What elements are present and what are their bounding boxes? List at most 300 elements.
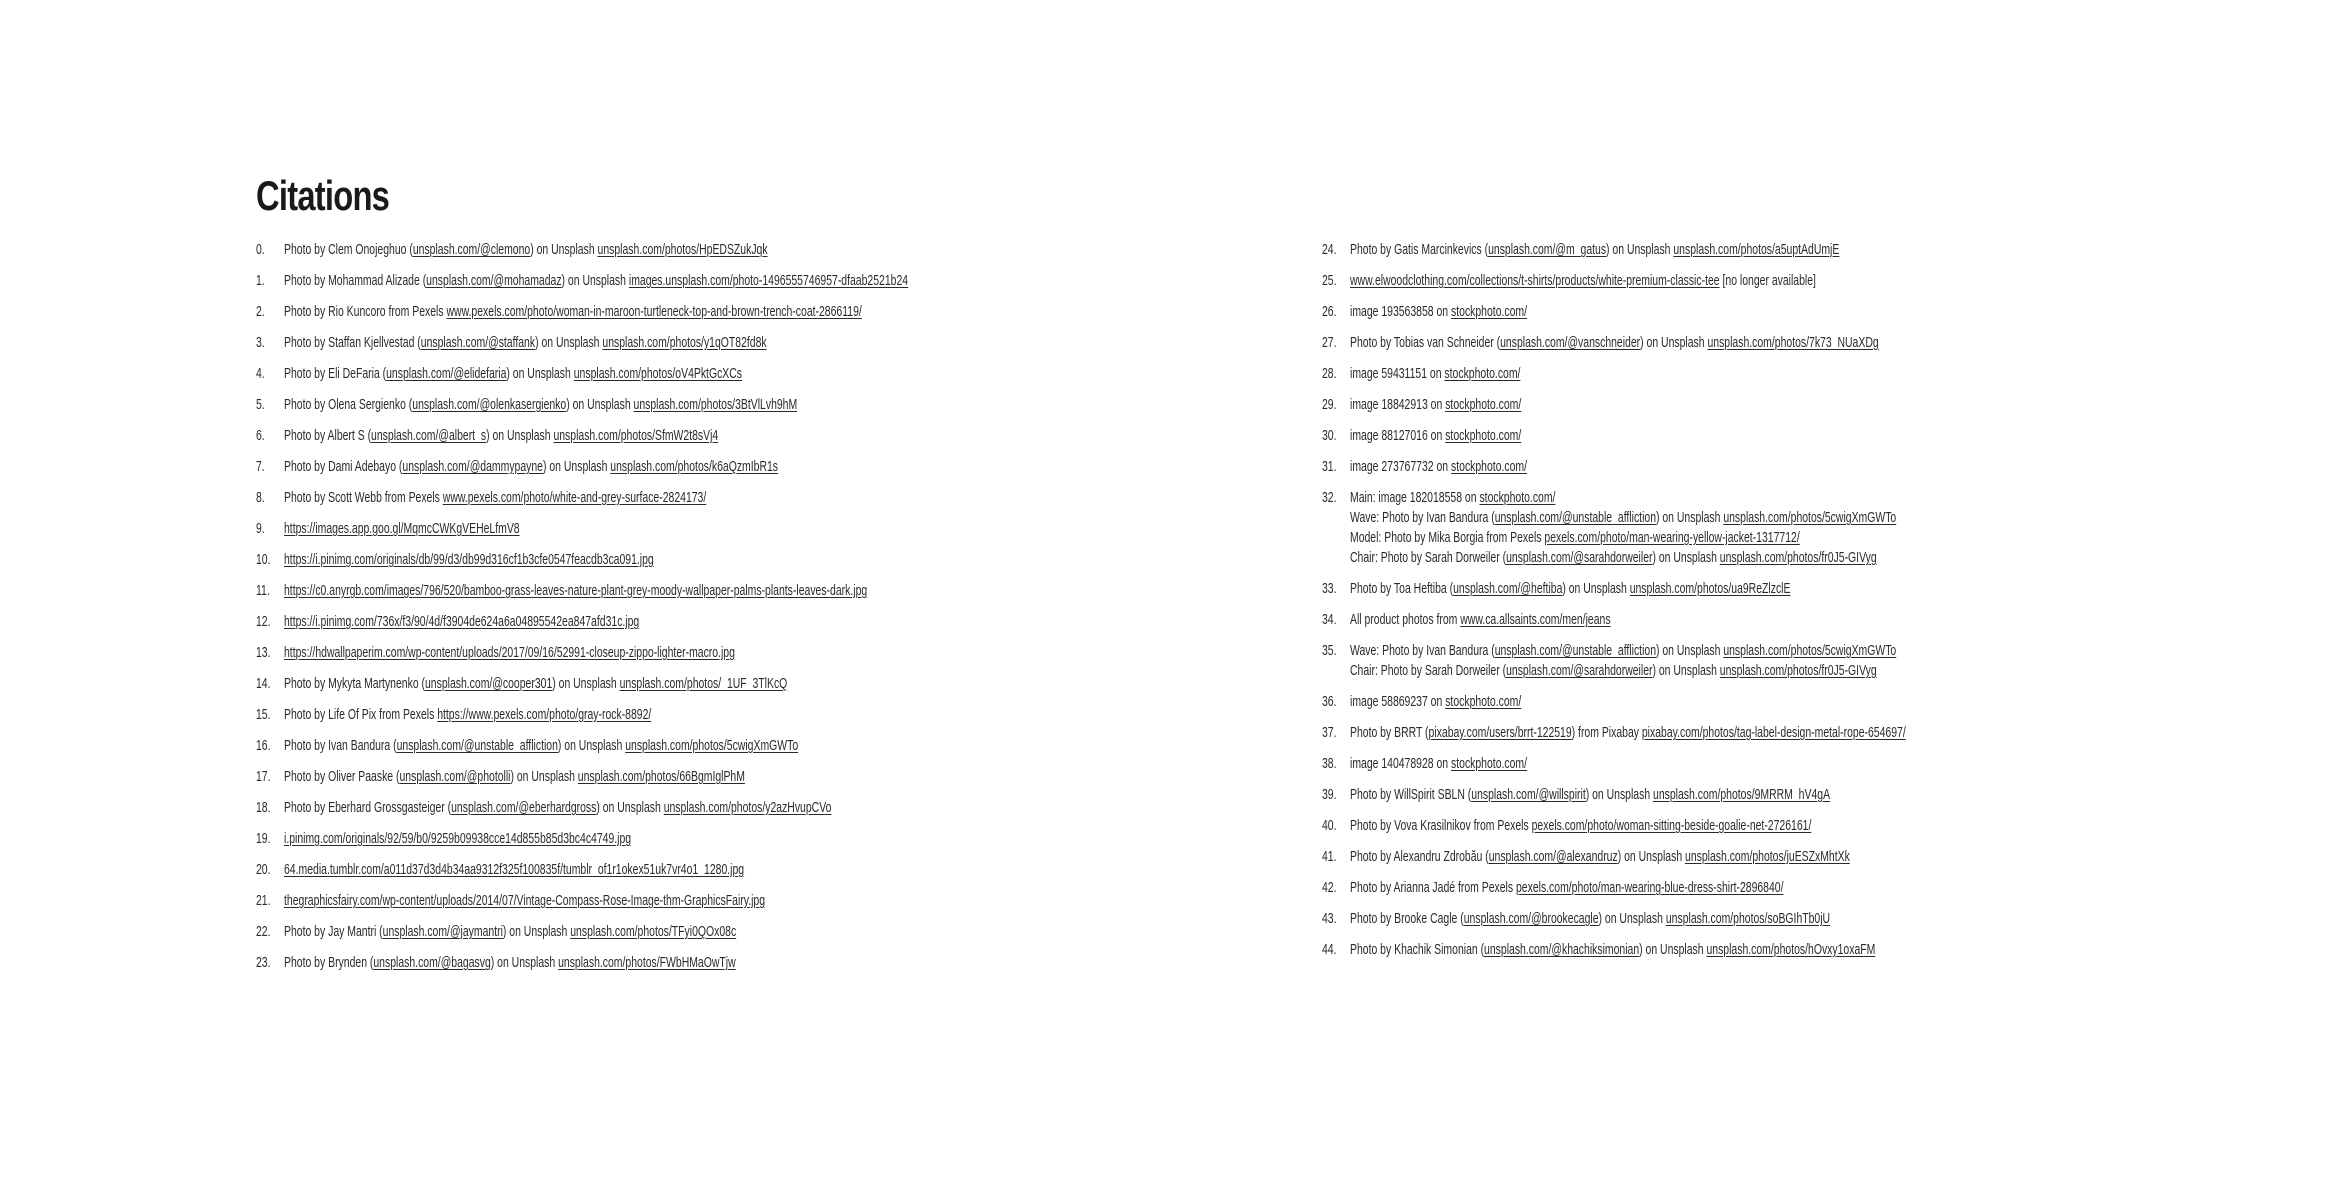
citation-text: Model: Photo by Mika Borgia from Pexels: [1350, 530, 1545, 546]
citation-text: ) on Unsplash: [552, 676, 620, 692]
citation-number: [256, 736, 276, 756]
citation-text: Photo by Gatis Marcinkevics (: [1350, 242, 1489, 258]
citation-text: ) on Unsplash: [542, 459, 611, 475]
source-link[interactable]: unsplash.com/@unstable_affliction: [1494, 643, 1656, 659]
citation-line: [1350, 395, 2050, 415]
citation-line: [1350, 909, 2050, 929]
citation-text: Photo by Jay Mantri (: [284, 924, 383, 940]
source-link[interactable]: stockphoto.com/: [1451, 459, 1528, 475]
source-link[interactable]: unsplash.com/photos/fr0J5-GIVyg: [1719, 663, 1877, 679]
citation-text: image 88127016 on: [1350, 428, 1446, 444]
citation-item: [256, 519, 1256, 539]
citation-item: [256, 674, 1256, 694]
citation-number: [256, 860, 276, 880]
source-link[interactable]: unsplash.com/@cooper301: [424, 676, 553, 692]
citation-number-text: 38.: [1322, 756, 1337, 772]
source-link[interactable]: pexels.com/photo/man-wearing-blue-dress-shirt-2896840/: [1515, 880, 1784, 896]
source-link[interactable]: https://images.app.goo.gl/MqmcCWKgVEHeLfmV8: [284, 521, 520, 537]
citation-number-text: 22.: [256, 924, 271, 940]
citation-line: [1350, 940, 2050, 960]
citation-text: Photo by Olena Sergienko (: [284, 397, 413, 413]
citation-line: [1350, 878, 2050, 898]
source-link[interactable]: unsplash.com/photos/SfmW2t8sVj4: [553, 428, 719, 444]
citation-item: [256, 426, 1256, 446]
source-link[interactable]: 64.media.tumblr.com/a011d37d3d4b34aa9312f325f100835f/tumblr_of1r1okex51uk7vr4o1_1280.jpg: [284, 862, 745, 878]
citation-line: [284, 519, 984, 539]
citation-item: [1322, 240, 2322, 260]
citation-text: ) on Unsplash: [535, 335, 603, 351]
source-link[interactable]: unsplash.com/@dammypayne: [402, 459, 543, 475]
source-link[interactable]: unsplash.com/@photolli: [399, 769, 511, 785]
citation-text: Photo by Rio Kuncoro from Pexels: [284, 304, 447, 320]
source-link[interactable]: unsplash.com/photos/5cwigXmGWTo: [1723, 510, 1897, 526]
citation-item: [256, 736, 1256, 756]
source-link[interactable]: pixabay.com/photos/tag-label-design-metal-rope-654697/: [1641, 725, 1906, 741]
citation-number-text: 36.: [1322, 694, 1337, 710]
citation-number: [256, 302, 268, 322]
citation-text: ) on Unsplash: [1639, 942, 1707, 958]
citation-body: [284, 426, 1256, 446]
source-link[interactable]: unsplash.com/@albert_s: [371, 428, 487, 444]
citation-item: [256, 767, 1256, 787]
citation-number: [256, 395, 268, 415]
citation-number-text: 31.: [1322, 459, 1337, 475]
citation-text: Chair: Photo by Sarah Dorweiler (: [1350, 550, 1507, 566]
citation-text: Photo by Alexandru Zdrobău (: [1350, 849, 1489, 865]
citation-item: [256, 953, 1256, 973]
citation-text: Chair: Photo by Sarah Dorweiler (: [1350, 663, 1507, 679]
citation-line: [1350, 754, 2050, 774]
citation-number-text: 44.: [1322, 942, 1337, 958]
citation-text: Photo by Eli DeFaria (: [284, 366, 387, 382]
citation-number-text: 6.: [256, 428, 265, 444]
citation-number-text: 43.: [1322, 911, 1337, 927]
citation-line: [284, 953, 984, 973]
citation-text: ) on Unsplash: [557, 738, 626, 754]
citation-number: [256, 612, 276, 632]
citation-body: [284, 674, 1256, 694]
source-link[interactable]: https://c0.anyrgb.com/images/796/520/bamboo-grass-leaves-nature-plant-grey-moody-wallpaper-palms-plants-leaves-dark.jpg: [284, 583, 868, 599]
citation-number-text: 0.: [256, 242, 265, 258]
citation-line: [284, 302, 984, 322]
citation-line: [1350, 785, 2050, 805]
citation-item: [1322, 754, 2322, 774]
citation-body: [284, 953, 1256, 973]
citation-body: [284, 767, 1256, 787]
citation-item: [1322, 940, 2322, 960]
citation-body: [1350, 579, 2322, 599]
citation-number: [256, 891, 276, 911]
citation-body: [284, 364, 1256, 384]
citation-body: [284, 643, 1256, 663]
citation-number-text: 41.: [1322, 849, 1337, 865]
citation-number-text: 20.: [256, 862, 271, 878]
citation-body: [284, 333, 1256, 353]
source-link[interactable]: unsplash.com/photos/7k73_NUaXDg: [1707, 335, 1879, 351]
citation-line: [1350, 610, 2050, 630]
source-link[interactable]: pixabay.com/users/brrt-122519: [1428, 725, 1572, 741]
source-link[interactable]: unsplash.com/@willspirit: [1471, 787, 1586, 803]
citation-line: [1350, 661, 2050, 681]
citation-text: Photo by Dami Adebayo (: [284, 459, 403, 475]
citation-number: [1322, 333, 1342, 353]
source-link[interactable]: i.pinimg.com/originals/92/59/b0/9259b09938cce14d855b85d3bc4c4749.jpg: [284, 831, 632, 847]
citation-number: [256, 922, 276, 942]
citation-body: [1350, 754, 2322, 774]
citation-text: Photo by Eberhard Grossgasteiger (: [284, 800, 452, 816]
citation-body: [1350, 610, 2322, 630]
citation-text: Photo by Arianna Jadé from Pexels: [1350, 880, 1516, 896]
citation-text: ) on Unsplash: [1640, 335, 1708, 351]
source-link[interactable]: unsplash.com/@staffank: [420, 335, 536, 351]
citation-item: [1322, 847, 2322, 867]
citation-item: [256, 922, 1256, 942]
citation-number: [1322, 909, 1342, 929]
citation-item: [256, 705, 1256, 725]
citation-item: [1322, 641, 2322, 681]
citation-text: image 59431151 on: [1350, 366, 1445, 382]
citation-text: Photo by Albert S (: [284, 428, 372, 444]
citation-line: [1350, 508, 2050, 528]
source-link[interactable]: unsplash.com/photos/juESZxMhtXk: [1685, 849, 1850, 865]
citation-number-text: 11.: [256, 583, 270, 599]
source-link[interactable]: www.pexels.com/photo/woman-in-maroon-turtleneck-top-and-brown-trench-coat-2866119/: [446, 304, 862, 320]
citation-line: [1350, 723, 2050, 743]
citation-text: ) on Unsplash: [1656, 510, 1724, 526]
citation-number-text: 10.: [256, 552, 271, 568]
citation-number-text: 28.: [1322, 366, 1337, 382]
source-link[interactable]: unsplash.com/photos/5cwigXmGWTo: [1723, 643, 1897, 659]
citation-item: [1322, 579, 2322, 599]
citation-number: [256, 271, 268, 291]
source-link[interactable]: stockphoto.com/: [1445, 397, 1522, 413]
citation-text: ) on Unsplash: [1585, 787, 1654, 803]
citation-number: [256, 829, 276, 849]
citation-body: [284, 736, 1256, 756]
source-link[interactable]: https://i.pinimg.com/originals/db/99/d3/db99d316cf1b3cfe0547feacdb3ca091.jpg: [284, 552, 654, 568]
citation-text: ) on Unsplash: [506, 366, 574, 382]
citation-body: [1350, 271, 2322, 291]
citation-number-text: 27.: [1322, 335, 1337, 351]
citation-text: Photo by Mykyta Martynenko (: [284, 676, 425, 692]
source-link[interactable]: unsplash.com/photos/k6aQzmIbR1s: [610, 459, 779, 475]
citation-text: ) on Unsplash: [1652, 663, 1720, 679]
citation-text: ) on Unsplash: [486, 428, 554, 444]
citation-number-text: 37.: [1322, 725, 1337, 741]
citation-number: [256, 953, 276, 973]
citation-number-text: 4.: [256, 366, 265, 382]
citation-item: [1322, 723, 2322, 743]
source-link[interactable]: unsplash.com/photos/fr0J5-GIVyg: [1719, 550, 1877, 566]
source-link[interactable]: unsplash.com/photos/oV4PktGcXCs: [573, 366, 743, 382]
citation-line: [1350, 847, 2050, 867]
citation-body: [284, 519, 1256, 539]
citation-item: [1322, 909, 2322, 929]
citation-body: [1350, 847, 2322, 867]
citation-text: image 140478928 on: [1350, 756, 1452, 772]
citation-number-text: 33.: [1322, 581, 1337, 597]
source-link[interactable]: unsplash.com/photos/5cwigXmGWTo: [625, 738, 799, 754]
citation-number-text: 39.: [1322, 787, 1337, 803]
citation-item: [256, 550, 1256, 570]
source-link[interactable]: unsplash.com/@eberhardgross: [451, 800, 597, 816]
citation-text: ) on Unsplash: [510, 769, 578, 785]
source-link[interactable]: unsplash.com/@khachiksimonian: [1484, 942, 1640, 958]
source-link[interactable]: unsplash.com/@unstable_affliction: [396, 738, 558, 754]
source-link[interactable]: unsplash.com/@sarahdorweiler: [1506, 550, 1653, 566]
source-link[interactable]: unsplash.com/@unstable_affliction: [1494, 510, 1656, 526]
citation-line: [1350, 457, 2050, 477]
citation-number-text: 3.: [256, 335, 265, 351]
citation-body: [284, 395, 1256, 415]
citation-number: [1322, 240, 1342, 260]
citation-body: [1350, 333, 2322, 353]
source-link[interactable]: https://www.pexels.com/photo/gray-rock-8892/: [437, 707, 652, 723]
citation-text: ) on Unsplash: [1606, 242, 1674, 258]
citation-item: [1322, 816, 2322, 836]
citation-number: [1322, 641, 1342, 661]
citation-text: ) on Unsplash: [530, 242, 598, 258]
citation-text: Photo by Khachik Simonian (: [1350, 942, 1485, 958]
citation-item: [256, 798, 1256, 818]
citation-body: [284, 302, 1256, 322]
citation-number-text: 25.: [1322, 273, 1337, 289]
citation-body: [284, 550, 1256, 570]
citation-text: ) on Unsplash: [1562, 581, 1630, 597]
source-link[interactable]: unsplash.com/@elidefaria: [386, 366, 507, 382]
source-link[interactable]: unsplash.com/@heftiba: [1453, 581, 1563, 597]
citation-number: [1322, 847, 1342, 867]
citation-item: [256, 860, 1256, 880]
citation-line: [1350, 333, 2050, 353]
citation-text: image 273767732 on: [1350, 459, 1452, 475]
citation-text: ) on Unsplash: [490, 955, 559, 971]
citation-number: [256, 519, 268, 539]
citation-line: [1350, 816, 2050, 836]
citation-text: Photo by Brynden (: [284, 955, 374, 971]
citation-line: [284, 891, 984, 911]
source-link[interactable]: pexels.com/photo/man-wearing-yellow-jacket-1317712/: [1544, 530, 1800, 546]
citation-number-text: 35.: [1322, 643, 1337, 659]
citation-body: [1350, 723, 2322, 743]
source-link[interactable]: unsplash.com/photos/66BgmIglPhM: [577, 769, 745, 785]
citation-text: Photo by WillSpirit SBLN (: [1350, 787, 1472, 803]
source-link[interactable]: unsplash.com/@vanschneider: [1500, 335, 1641, 351]
citation-number: [256, 674, 276, 694]
citation-body: [284, 891, 1256, 911]
citation-line: [1350, 692, 2050, 712]
citation-text: Photo by Tobias van Schneider (: [1350, 335, 1501, 351]
citation-body: [1350, 240, 2322, 260]
citation-body: [1350, 395, 2322, 415]
citation-number: [1322, 785, 1342, 805]
citation-line: [1350, 548, 2050, 568]
source-link[interactable]: unsplash.com/@mohamadaz: [426, 273, 562, 289]
citation-number-text: 32.: [1322, 490, 1337, 506]
citation-number-text: 15.: [256, 707, 271, 723]
citation-item: [1322, 878, 2322, 898]
citation-number: [1322, 878, 1342, 898]
source-link[interactable]: unsplash.com/@sarahdorweiler: [1506, 663, 1653, 679]
citation-number-text: 29.: [1322, 397, 1337, 413]
citation-body: [1350, 426, 2322, 446]
source-link[interactable]: stockphoto.com/: [1445, 428, 1522, 444]
citation-number-text: 9.: [256, 521, 265, 537]
citation-number: [256, 364, 268, 384]
citation-body: [1350, 641, 2322, 681]
source-link[interactable]: unsplash.com/photos/y2azHvupCVo: [663, 800, 832, 816]
citation-number-text: 30.: [1322, 428, 1337, 444]
citation-line: [1350, 528, 2050, 548]
citation-item: [256, 488, 1256, 508]
citation-number: [1322, 610, 1342, 630]
source-link[interactable]: unsplash.com/@m_gatus: [1488, 242, 1607, 258]
citation-line: [1350, 488, 2050, 508]
source-link[interactable]: unsplash.com/@alexandruz: [1488, 849, 1618, 865]
citation-number: [1322, 579, 1342, 599]
citation-number-text: 16.: [256, 738, 271, 754]
citation-item: [1322, 395, 2322, 415]
citation-item: [1322, 271, 2322, 291]
citation-body: [284, 488, 1256, 508]
citation-number-text: 24.: [1322, 242, 1337, 258]
source-link[interactable]: unsplash.com/photos/TFyi0QOx08c: [570, 924, 737, 940]
source-link[interactable]: unsplash.com/@jaymantri: [382, 924, 503, 940]
source-link[interactable]: unsplash.com/photos/_1UF_3TlKcQ: [619, 676, 788, 692]
source-link[interactable]: unsplash.com/photos/hOvxy1oxaFM: [1706, 942, 1876, 958]
source-link[interactable]: unsplash.com/@clemono: [412, 242, 531, 258]
citation-text: Photo by Oliver Paaske (: [284, 769, 400, 785]
source-link[interactable]: thegraphicsfairy.com/wp-content/uploads/2014/07/Vintage-Compass-Rose-Image-thm-GraphicsFairy.jpg: [284, 893, 766, 909]
citation-item: [256, 891, 1256, 911]
source-link[interactable]: stockphoto.com/: [1451, 756, 1528, 772]
citation-number: [1322, 723, 1342, 743]
citation-number-text: 14.: [256, 676, 271, 692]
citation-item: [1322, 785, 2322, 805]
citation-text: Photo by Mohammad Alizade (: [284, 273, 427, 289]
citation-line: [284, 798, 984, 818]
citation-text: ) on Unsplash: [561, 273, 629, 289]
source-link[interactable]: www.pexels.com/photo/white-and-grey-surface-2824173/: [442, 490, 707, 506]
citation-text: Photo by Toa Heftiba (: [1350, 581, 1454, 597]
source-link[interactable]: stockphoto.com/: [1445, 694, 1522, 710]
citation-number-text: 40.: [1322, 818, 1337, 834]
citation-text: Photo by Life Of Pix from Pexels: [284, 707, 438, 723]
citation-line: [1350, 240, 2050, 260]
citation-text: All product photos from: [1350, 612, 1461, 628]
citation-line: [1350, 364, 2050, 384]
citation-number: [1322, 692, 1342, 712]
citation-number: [256, 333, 268, 353]
citation-number-text: 21.: [256, 893, 271, 909]
source-link[interactable]: pexels.com/photo/woman-sitting-beside-goalie-net-2726161/: [1531, 818, 1812, 834]
citation-item: [1322, 488, 2322, 568]
citation-number: [256, 705, 276, 725]
citation-body: [1350, 302, 2322, 322]
citation-line: [1350, 302, 2050, 322]
citation-body: [1350, 785, 2322, 805]
source-link[interactable]: https://hdwallpaperim.com/wp-content/uploads/2017/09/16/52991-closeup-zippo-lighter-macro.jpg: [284, 645, 735, 661]
source-link[interactable]: www.elwoodclothing.com/collections/t-shirts/products/white-premium-classic-tee: [1350, 273, 1720, 289]
citation-text: Main: image 182018558 on: [1350, 490, 1480, 506]
source-link[interactable]: https://i.pinimg.com/736x/f3/90/4d/f3904de624a6a04895542ea847afd31c.jpg: [284, 614, 640, 630]
citation-text: ) on Unsplash: [502, 924, 571, 940]
citation-body: [284, 798, 1256, 818]
source-link[interactable]: stockphoto.com/: [1444, 366, 1521, 382]
citation-text: ) on Unsplash: [1598, 911, 1666, 927]
citation-line: [284, 922, 984, 942]
citation-text: ) from Pixabay: [1571, 725, 1642, 741]
citation-number-text: 5.: [256, 397, 265, 413]
citation-line: [284, 705, 984, 725]
citation-number-text: 23.: [256, 955, 271, 971]
source-link[interactable]: www.ca.allsaints.com/men/jeans: [1460, 612, 1611, 628]
citation-line: [1350, 579, 2050, 599]
citation-text: ) on Unsplash: [596, 800, 664, 816]
citation-number-text: 8.: [256, 490, 265, 506]
citation-number: [256, 643, 276, 663]
citation-body: [284, 612, 1256, 632]
source-link[interactable]: stockphoto.com/: [1451, 304, 1528, 320]
source-link[interactable]: unsplash.com/photos/9MRRM_hV4gA: [1653, 787, 1831, 803]
citation-body: [284, 829, 1256, 849]
citation-body: [284, 271, 1256, 291]
citation-line: [284, 612, 984, 632]
citation-text: [no longer available]: [1719, 273, 1816, 289]
citation-line: [284, 333, 984, 353]
citation-body: [284, 457, 1256, 477]
source-link[interactable]: unsplash.com/@olenkasergienko: [412, 397, 567, 413]
source-link[interactable]: unsplash.com/photos/3BtVlLvh9hM: [633, 397, 798, 413]
citation-item: [256, 829, 1256, 849]
citation-item: [256, 240, 1256, 260]
citation-text: image 193563858 on: [1350, 304, 1452, 320]
citation-text: Photo by Vova Krasilnikov from Pexels: [1350, 818, 1532, 834]
citation-line: [1350, 426, 2050, 446]
citation-body: [284, 581, 1256, 601]
citation-item: [1322, 457, 2322, 477]
citation-body: [1350, 909, 2322, 929]
source-link[interactable]: unsplash.com/photos/HpEDSZukJqk: [597, 242, 768, 258]
citation-body: [1350, 940, 2322, 960]
source-link[interactable]: unsplash.com/@bagasvg: [373, 955, 491, 971]
citation-item: [1322, 364, 2322, 384]
citation-item: [1322, 692, 2322, 712]
source-link[interactable]: images.unsplash.com/photo-1496555746957-dfaab2521b24: [628, 273, 909, 289]
citation-line: [284, 364, 984, 384]
source-link[interactable]: unsplash.com/photos/soBGIhTb0jU: [1665, 911, 1831, 927]
citation-number: [1322, 816, 1342, 836]
source-link[interactable]: unsplash.com/photos/y1qOT82fd8k: [602, 335, 767, 351]
source-link[interactable]: stockphoto.com/: [1479, 490, 1556, 506]
source-link[interactable]: unsplash.com/@brookecagle: [1463, 911, 1599, 927]
citation-item: [256, 581, 1256, 601]
citation-body: [1350, 878, 2322, 898]
citation-text: Wave: Photo by Ivan Bandura (: [1350, 510, 1495, 526]
citation-line: [284, 767, 984, 787]
citation-line: [284, 829, 984, 849]
source-link[interactable]: unsplash.com/photos/ua9ReZlzclE: [1629, 581, 1791, 597]
citation-item: [1322, 426, 2322, 446]
source-link[interactable]: unsplash.com/photos/a5uptAdUmjE: [1673, 242, 1840, 258]
citation-line: [284, 395, 984, 415]
citation-line: [284, 736, 984, 756]
citation-number: [1322, 271, 1342, 291]
source-link[interactable]: unsplash.com/photos/FWbHMaOwTjw: [558, 955, 736, 971]
citation-item: [256, 364, 1256, 384]
citation-number: [1322, 395, 1342, 415]
citation-number: [1322, 426, 1342, 446]
